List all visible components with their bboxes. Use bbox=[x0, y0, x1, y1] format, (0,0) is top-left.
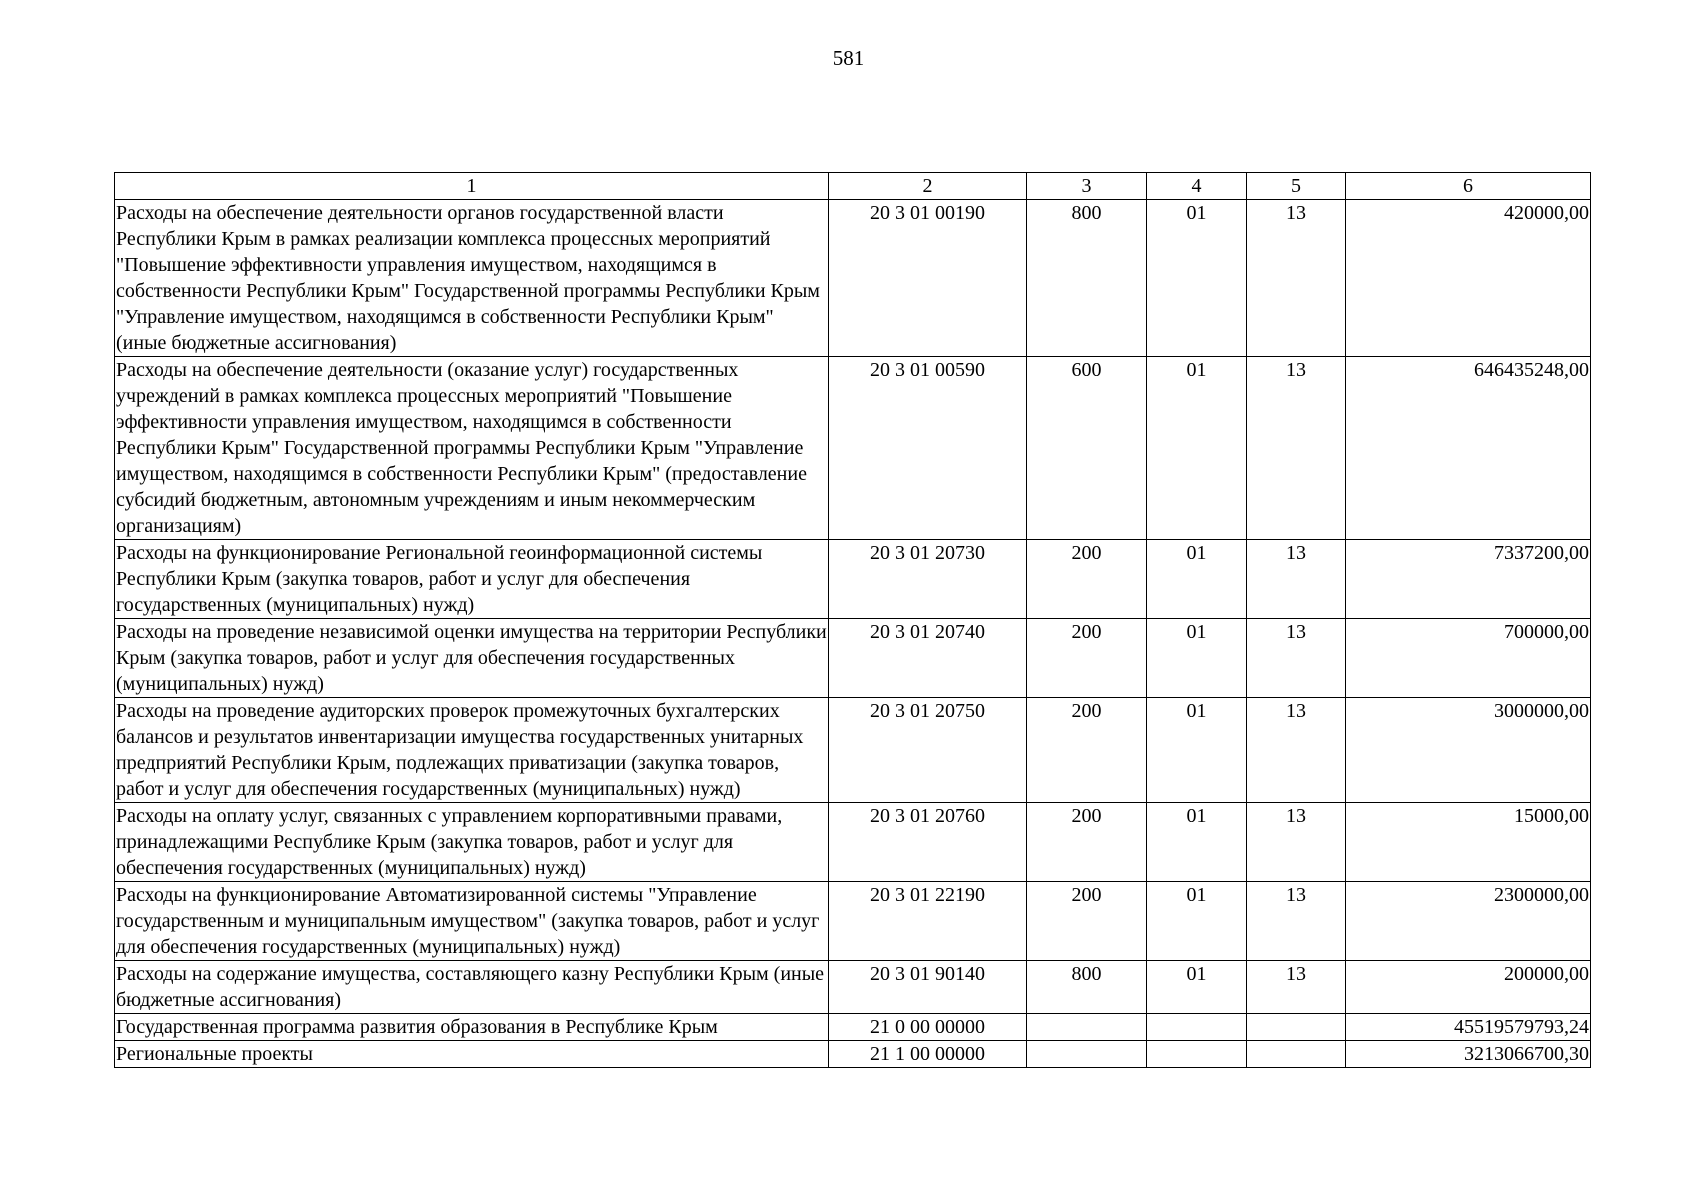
subsection-cell: 13 bbox=[1247, 540, 1346, 619]
expense-name-cell: Расходы на обеспечение деятельности (оказание услуг) государственных учреждений в рамках комплекса процессных мероприятий "Повышение эффективности управления имуществом, находящимся в собственности Республики Крым" Государственной программы Республики Крым "Управление имуществом, находящимся в собственности Республики Крым" (предоставление субсидий бюджетным, автономным учреждениям и иным некоммерческим организациям) bbox=[115, 357, 829, 540]
expense-type-cell bbox=[1027, 1041, 1147, 1068]
expense-type-cell: 200 bbox=[1027, 698, 1147, 803]
table-row bbox=[115, 803, 1591, 882]
section-cell bbox=[1147, 1014, 1247, 1041]
section-cell: 01 bbox=[1147, 200, 1247, 357]
subsection-cell: 13 bbox=[1247, 698, 1346, 803]
amount-cell: 646435248,00 bbox=[1346, 357, 1591, 540]
section-cell: 01 bbox=[1147, 698, 1247, 803]
subsection-cell: 13 bbox=[1247, 357, 1346, 540]
target-article-cell: 20 3 01 20760 bbox=[829, 803, 1027, 882]
header-col-4: 4 bbox=[1147, 173, 1247, 200]
table-row bbox=[115, 882, 1591, 961]
section-cell: 01 bbox=[1147, 357, 1247, 540]
subsection-cell bbox=[1247, 1041, 1346, 1068]
expense-type-cell: 200 bbox=[1027, 619, 1147, 698]
table-row bbox=[115, 540, 1591, 619]
target-article-cell: 20 3 01 90140 bbox=[829, 961, 1027, 1014]
expense-type-cell: 200 bbox=[1027, 540, 1147, 619]
expense-name-cell: Расходы на обеспечение деятельности органов государственной власти Республики Крым в рамках реализации комплекса процессных мероприятий "Повышение эффективности управления имуществом, находящимся в собственности Республики Крым" Государственной программы Республики Крым "Управление имуществом, находящимся в собственности Республики Крым" (иные бюджетные ассигнования) bbox=[115, 200, 829, 357]
amount-cell: 7337200,00 bbox=[1346, 540, 1591, 619]
header-row bbox=[115, 173, 1591, 200]
subsection-cell: 13 bbox=[1247, 200, 1346, 357]
section-cell: 01 bbox=[1147, 882, 1247, 961]
table-row bbox=[115, 698, 1591, 803]
page-number: 581 bbox=[832, 46, 865, 70]
amount-cell: 3213066700,30 bbox=[1346, 1041, 1591, 1068]
table-row bbox=[115, 619, 1591, 698]
subsection-cell: 13 bbox=[1247, 619, 1346, 698]
section-cell: 01 bbox=[1147, 803, 1247, 882]
expense-name-cell: Расходы на оплату услуг, связанных с управлением корпоративными правами, принадлежащими Республике Крым (закупка товаров, работ и услуг для обеспечения государственных (муниципальных) нужд) bbox=[115, 803, 829, 882]
header-col-5: 5 bbox=[1247, 173, 1346, 200]
subsection-cell: 13 bbox=[1247, 803, 1346, 882]
header-col-2: 2 bbox=[829, 173, 1027, 200]
expense-type-cell: 200 bbox=[1027, 803, 1147, 882]
expense-type-cell: 800 bbox=[1027, 961, 1147, 1014]
section-cell: 01 bbox=[1147, 961, 1247, 1014]
expense-type-cell: 200 bbox=[1027, 882, 1147, 961]
expense-name-cell: Расходы на проведение независимой оценки имущества на территории Республики Крым (закупка товаров, работ и услуг для обеспечения государственных (муниципальных) нужд) bbox=[115, 619, 829, 698]
expense-name-cell: Региональные проекты bbox=[115, 1041, 829, 1068]
target-article-cell: 21 0 00 00000 bbox=[829, 1014, 1027, 1041]
amount-cell: 45519579793,24 bbox=[1346, 1014, 1591, 1041]
target-article-cell: 21 1 00 00000 bbox=[829, 1041, 1027, 1068]
header-col-3: 3 bbox=[1027, 173, 1147, 200]
section-cell: 01 bbox=[1147, 540, 1247, 619]
target-article-cell: 20 3 01 20740 bbox=[829, 619, 1027, 698]
expense-name-cell: Государственная программа развития образования в Республике Крым bbox=[115, 1014, 829, 1041]
target-article-cell: 20 3 01 22190 bbox=[829, 882, 1027, 961]
header-col-6: 6 bbox=[1346, 173, 1591, 200]
expense-name-cell: Расходы на функционирование Автоматизированной системы "Управление государственным и муниципальным имуществом" (закупка товаров, работ и услуг для обеспечения государственных (муниципальных) нужд) bbox=[115, 882, 829, 961]
amount-cell: 15000,00 bbox=[1346, 803, 1591, 882]
amount-cell: 420000,00 bbox=[1346, 200, 1591, 357]
expense-type-cell bbox=[1027, 1014, 1147, 1041]
expense-type-cell: 800 bbox=[1027, 200, 1147, 357]
table-row bbox=[115, 357, 1591, 540]
budget-table bbox=[114, 172, 1591, 1068]
amount-cell: 3000000,00 bbox=[1346, 698, 1591, 803]
amount-cell: 2300000,00 bbox=[1346, 882, 1591, 961]
expense-name-cell: Расходы на функционирование Региональной геоинформационной системы Республики Крым (закупка товаров, работ и услуг для обеспечения государственных (муниципальных) нужд) bbox=[115, 540, 829, 619]
subsection-cell: 13 bbox=[1247, 961, 1346, 1014]
target-article-cell: 20 3 01 00590 bbox=[829, 357, 1027, 540]
expense-name-cell: Расходы на проведение аудиторских проверок промежуточных бухгалтерских балансов и результатов инвентаризации имущества государственных унитарных предприятий Республики Крым, подлежащих приватизации (закупка товаров, работ и услуг для обеспечения государственных (муниципальных) нужд) bbox=[115, 698, 829, 803]
table-row bbox=[115, 1041, 1591, 1068]
subsection-cell: 13 bbox=[1247, 882, 1346, 961]
section-cell: 01 bbox=[1147, 619, 1247, 698]
target-article-cell: 20 3 01 20730 bbox=[829, 540, 1027, 619]
expense-name-cell: Расходы на содержание имущества, составляющего казну Республики Крым (иные бюджетные ассигнования) bbox=[115, 961, 829, 1014]
table-row bbox=[115, 961, 1591, 1014]
expense-type-cell: 600 bbox=[1027, 357, 1147, 540]
section-cell bbox=[1147, 1041, 1247, 1068]
table-row bbox=[115, 1014, 1591, 1041]
amount-cell: 700000,00 bbox=[1346, 619, 1591, 698]
amount-cell: 200000,00 bbox=[1346, 961, 1591, 1014]
header-col-1: 1 bbox=[115, 173, 829, 200]
target-article-cell: 20 3 01 20750 bbox=[829, 698, 1027, 803]
subsection-cell bbox=[1247, 1014, 1346, 1041]
target-article-cell: 20 3 01 00190 bbox=[829, 200, 1027, 357]
table-row bbox=[115, 200, 1591, 357]
